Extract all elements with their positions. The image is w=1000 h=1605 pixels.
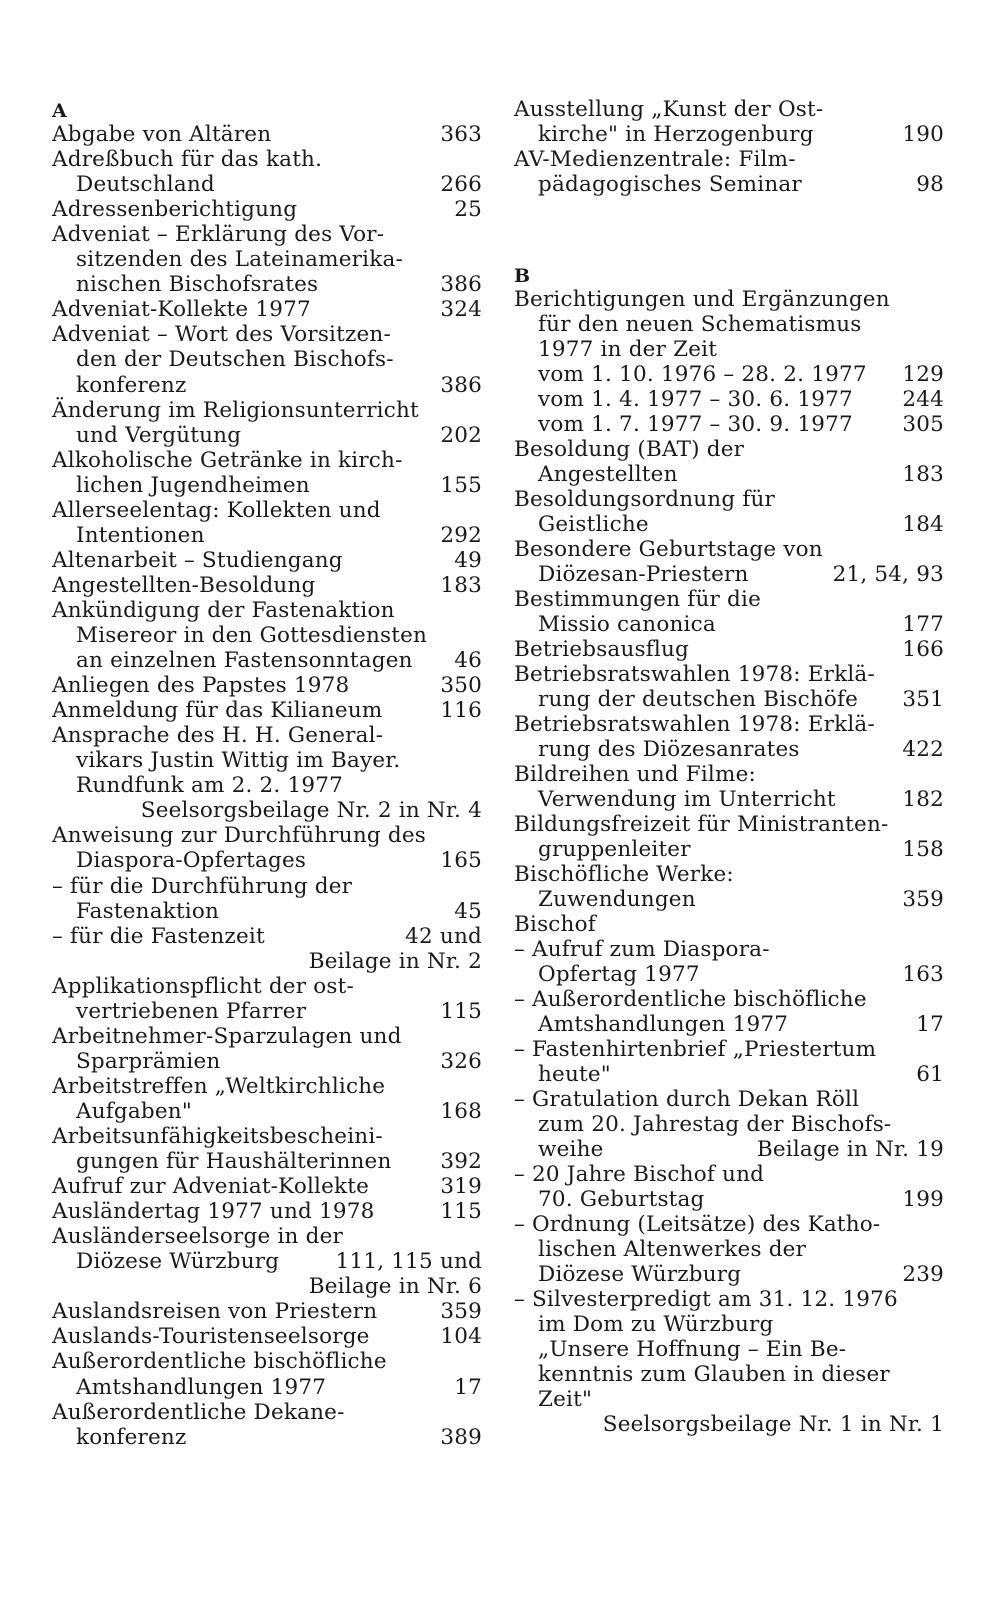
index-entry <box>52 1249 482 1275</box>
index-entry <box>514 387 944 413</box>
index-entry <box>514 1287 944 1313</box>
entry-text: weihe <box>538 1137 604 1162</box>
entry-text: Auslands-Touristenseelsorge <box>52 1324 370 1350</box>
entry-text: Diaspora-Opfertages <box>76 848 307 874</box>
entry-page-ref: 111, 115 und <box>335 1249 482 1275</box>
index-entry <box>52 1274 482 1300</box>
entry-page-ref: 359 <box>440 1299 482 1325</box>
index-entry <box>514 537 944 563</box>
index-entry <box>52 1149 482 1175</box>
entry-page-ref: 177 <box>902 612 944 637</box>
entry-page-ref: 190 <box>902 122 944 148</box>
index-entry <box>52 598 482 624</box>
index-entry <box>514 712 944 738</box>
entry-text: Ankündigung der Fastenaktion <box>52 597 395 623</box>
entry-text: nischen Bischofsrates <box>76 272 319 298</box>
entry-text: Angestellten-Besoldung <box>52 572 316 598</box>
entry-page-ref: 17 <box>916 1012 944 1037</box>
entry-text: Applikationspflicht der ost- <box>52 973 354 999</box>
entry-page-ref: 129 <box>902 362 944 387</box>
entry-text: – für die Durchführung der <box>52 873 353 899</box>
entry-page-ref: Seelsorgsbeilage Nr. 1 in Nr. 1 <box>602 1412 944 1437</box>
entry-text: Allerseelentag: Kollekten und <box>52 497 381 523</box>
entry-page-ref: 165 <box>440 848 482 874</box>
entry-page-ref: 266 <box>440 172 482 198</box>
index-entry <box>52 999 482 1025</box>
entry-text: Missio canonica <box>538 612 716 637</box>
entry-page-ref: 324 <box>440 297 482 323</box>
entry-text: Änderung im Religionsunterricht <box>52 397 419 423</box>
index-entry <box>52 1174 482 1200</box>
entry-page-ref: 244 <box>902 387 944 412</box>
entry-page-ref: 17 <box>454 1374 482 1400</box>
index-entry <box>514 862 944 888</box>
index-entry <box>514 1037 944 1063</box>
entry-text: lischen Altenwerkes der <box>538 1237 807 1262</box>
index-entry <box>52 373 482 399</box>
index-entry <box>52 222 482 248</box>
index-entry <box>514 337 944 363</box>
entry-page-ref: 115 <box>440 998 482 1024</box>
entry-text: Bildungsfreizeit für Ministranten- <box>514 812 889 837</box>
index-entry <box>514 787 944 813</box>
entry-text: Amtshandlungen 1977 <box>76 1374 327 1400</box>
entry-text: Besoldung (BAT) der <box>514 437 745 462</box>
entry-text: Betriebsausflug <box>514 637 689 662</box>
index-entry <box>514 1112 944 1138</box>
entry-page-ref: Beilage in Nr. 2 <box>308 948 482 974</box>
index-entry <box>52 1099 482 1125</box>
entry-text: kirche" in Herzogenburg <box>538 122 814 148</box>
index-entry <box>52 874 482 900</box>
entry-page-ref: 42 und <box>405 923 482 949</box>
entry-page-ref: 115 <box>440 1199 482 1225</box>
entry-text: Intentionen <box>76 522 205 548</box>
index-entry <box>514 1137 944 1163</box>
index-entry <box>52 322 482 348</box>
index-entry <box>52 398 482 424</box>
entry-page-ref: 158 <box>902 837 944 862</box>
index-entry <box>514 487 944 513</box>
index-entry <box>514 97 944 123</box>
entry-page-ref: Beilage in Nr. 6 <box>308 1274 482 1300</box>
entry-page-ref: 104 <box>440 1324 482 1350</box>
index-entry <box>514 762 944 788</box>
index-entry <box>52 848 482 874</box>
index-entry <box>514 1087 944 1113</box>
index-entry <box>514 362 944 388</box>
index-entry <box>52 1324 482 1350</box>
entry-text: Außerordentliche Dekane- <box>52 1399 345 1425</box>
entry-page-ref: 199 <box>902 1187 944 1212</box>
entry-text: Opfertag 1977 <box>538 962 700 987</box>
entry-page-ref: 61 <box>916 1062 944 1087</box>
index-entry <box>514 1237 944 1263</box>
index-entry <box>514 122 944 148</box>
entry-text: Ansprache des H. H. General- <box>52 723 384 749</box>
entry-page-ref: 305 <box>902 412 944 437</box>
entry-text: den der Deutschen Bischofs- <box>76 347 394 373</box>
index-entry <box>52 197 482 223</box>
index-entry <box>52 1224 482 1250</box>
entry-text: Arbeitnehmer-Sparzulagen und <box>52 1023 402 1049</box>
entry-page-ref: Seelsorgsbeilage Nr. 2 in Nr. 4 <box>140 798 482 824</box>
entry-text: Zeit" <box>538 1387 593 1412</box>
index-entry <box>52 147 482 173</box>
index-entry <box>514 1012 944 1038</box>
entry-text: – für die Fastenzeit <box>52 923 265 949</box>
entry-text: Besondere Geburtstage von <box>514 537 823 562</box>
entry-text: lichen Jugendheimen <box>76 472 310 498</box>
entry-text: Anmeldung für das Kilianeum <box>52 698 383 724</box>
index-entry <box>52 773 482 799</box>
index-entry <box>52 272 482 298</box>
index-entry <box>52 899 482 925</box>
index-entry <box>514 1412 944 1438</box>
entry-text: Abgabe von Altären <box>52 122 272 147</box>
entry-page-ref: 202 <box>440 422 482 448</box>
index-entry <box>514 1062 944 1088</box>
index-entry <box>514 1337 944 1363</box>
index-entry <box>52 1199 482 1225</box>
index-entry <box>52 648 482 674</box>
index-entry <box>52 723 482 749</box>
entry-text: vom 1. 7. 1977 – 30. 9. 1977 <box>538 412 853 437</box>
index-entry <box>514 1187 944 1213</box>
entry-text: vom 1. 10. 1976 – 28. 2. 1977 <box>538 362 867 387</box>
index-entry <box>52 673 482 699</box>
index-entry <box>514 1262 944 1288</box>
entry-text: Adveniat-Kollekte 1977 <box>52 297 311 323</box>
entry-text: „Unsere Hoffnung – Ein Be- <box>538 1337 847 1362</box>
entry-text: vom 1. 4. 1977 – 30. 6. 1977 <box>538 387 853 412</box>
entry-page-ref: 389 <box>440 1424 482 1450</box>
index-entry <box>514 887 944 913</box>
section-letter-b: B <box>514 265 531 287</box>
index-entry <box>514 737 944 763</box>
index-entry <box>52 347 482 373</box>
entry-text: Adveniat – Erklärung des Vor- <box>52 222 385 248</box>
entry-text: kenntnis zum Glauben in dieser <box>538 1362 890 1387</box>
index-entry <box>514 937 944 963</box>
index-entry <box>514 687 944 713</box>
index-entry <box>52 172 482 198</box>
entry-text: – Aufruf zum Diaspora- <box>514 937 770 962</box>
entry-page-ref: 163 <box>902 962 944 987</box>
index-entry <box>514 512 944 538</box>
entry-text: Besoldungsordnung für <box>514 487 776 512</box>
entry-text: 1977 in der Zeit <box>538 337 718 362</box>
entry-text: Berichtigungen und Ergänzungen <box>514 287 890 312</box>
entry-page-ref: 45 <box>454 898 482 924</box>
entry-page-ref: 386 <box>440 372 482 398</box>
index-entry <box>52 1400 482 1426</box>
entry-text: – Silvesterpredigt am 31. 12. 1976 <box>514 1287 898 1312</box>
entry-text: Arbeitsunfähigkeitsbescheini- <box>52 1124 383 1149</box>
entry-text: gruppenleiter <box>538 837 691 862</box>
entry-text: pädagogisches Seminar <box>538 172 802 198</box>
entry-text: Diözese Würzburg <box>76 1249 280 1275</box>
index-entry <box>52 423 482 449</box>
index-entry <box>514 912 944 938</box>
index-entry <box>514 1212 944 1238</box>
index-entry <box>514 287 944 313</box>
entry-page-ref: 386 <box>440 272 482 298</box>
entry-page-ref: 25 <box>454 197 482 223</box>
entry-text: an einzelnen Fastensonntagen <box>76 648 413 674</box>
entry-text: – 20 Jahre Bischof und <box>514 1162 765 1187</box>
index-entry <box>514 562 944 588</box>
entry-text: Aufruf zur Adveniat-Kollekte <box>52 1174 370 1200</box>
entry-page-ref: 183 <box>440 572 482 598</box>
entry-page-ref: 49 <box>454 547 482 573</box>
section-letter-a: A <box>52 100 67 122</box>
index-entry <box>52 122 482 148</box>
index-entry <box>514 462 944 488</box>
entry-text: Bischöfliche Werke: <box>514 862 734 887</box>
entry-text: Zuwendungen <box>538 887 696 912</box>
entry-text: im Dom zu Würzburg <box>538 1312 774 1337</box>
index-entry <box>52 698 482 724</box>
entry-page-ref: 392 <box>440 1149 482 1175</box>
entry-page-ref: 98 <box>916 172 944 198</box>
index-entry <box>52 247 482 273</box>
entry-page-ref: 46 <box>454 648 482 674</box>
entry-text: gungen für Haushälterinnen <box>76 1149 392 1175</box>
entry-text: rung des Diözesanrates <box>538 737 800 762</box>
entry-text: Adreßbuch für das kath. <box>52 147 323 173</box>
index-entry <box>52 473 482 499</box>
entry-text: Ausstellung „Kunst der Ost- <box>514 97 824 122</box>
entry-page-ref: 182 <box>902 787 944 812</box>
entry-text: Bestimmungen für die <box>514 587 761 612</box>
entry-page-ref: 155 <box>440 472 482 498</box>
index-entry <box>514 437 944 463</box>
index-entry <box>514 147 944 173</box>
entry-text: und Vergütung <box>76 422 242 448</box>
index-entry <box>52 1124 482 1150</box>
index-entry <box>52 523 482 549</box>
entry-text: Bischof <box>514 912 596 937</box>
entry-text: Angestellten <box>538 462 678 487</box>
index-entry <box>514 1362 944 1388</box>
entry-text: 70. Geburtstag <box>538 1187 705 1212</box>
entry-text: Arbeitstreffen „Weltkirchliche <box>52 1073 386 1099</box>
entry-text: – Gratulation durch Dekan Röll <box>514 1087 860 1112</box>
entry-text: Betriebsratswahlen 1978: Erklä- <box>514 662 875 687</box>
entry-page-ref: 319 <box>440 1174 482 1200</box>
index-entry <box>52 924 482 950</box>
index-entry <box>52 623 482 649</box>
index-entry <box>52 949 482 975</box>
entry-text: vertriebenen Pfarrer <box>76 998 307 1024</box>
entry-text: Altenarbeit – Studiengang <box>52 547 343 573</box>
entry-text: Adressenberichtigung <box>52 197 298 223</box>
entry-page-ref: 168 <box>440 1098 482 1124</box>
entry-text: konferenz <box>76 1424 187 1450</box>
index-entry <box>514 812 944 838</box>
entry-text: – Außerordentliche bischöfliche <box>514 987 867 1012</box>
index-entry <box>514 587 944 613</box>
entry-text: Außerordentliche bischöfliche <box>52 1349 387 1375</box>
index-entry <box>52 1299 482 1325</box>
index-entry <box>514 662 944 688</box>
entry-text: AV-Medienzentrale: Film- <box>514 147 796 173</box>
entry-text: – Fastenhirtenbrief „Priestertum <box>514 1037 877 1062</box>
index-entry <box>514 312 944 338</box>
entry-text: Betriebsratswahlen 1978: Erklä- <box>514 712 875 737</box>
entry-text: konferenz <box>76 372 187 398</box>
index-entry <box>514 987 944 1013</box>
entry-text: Verwendung im Unterricht <box>538 787 836 812</box>
entry-text: für den neuen Schematismus <box>538 312 862 337</box>
entry-page-ref: 116 <box>440 698 482 724</box>
index-entry <box>52 498 482 524</box>
index-entry <box>514 1312 944 1338</box>
index-entry <box>52 974 482 1000</box>
entry-text: vikars Justin Wittig im Bayer. <box>76 748 401 774</box>
entry-text: Rundfunk am 2. 2. 1977 <box>76 773 344 799</box>
index-entry <box>52 573 482 599</box>
index-entry <box>52 798 482 824</box>
index-entry <box>52 1049 482 1075</box>
entry-text: sitzenden des Lateinamerika- <box>76 247 403 273</box>
index-entry <box>514 637 944 663</box>
index-entry <box>514 172 944 198</box>
entry-page-ref: 183 <box>902 462 944 487</box>
entry-text: Geistliche <box>538 512 649 537</box>
index-entry <box>52 548 482 574</box>
entry-text: – Ordnung (Leitsätze) des Katho- <box>514 1212 881 1237</box>
entry-text: rung der deutschen Bischöfe <box>538 687 859 712</box>
entry-text: Sparprämien <box>76 1048 221 1074</box>
entry-text: heute" <box>538 1062 611 1087</box>
entry-text: Anweisung zur Durchführung des <box>52 823 426 849</box>
entry-page-ref: 326 <box>440 1048 482 1074</box>
entry-page-ref: 422 <box>902 737 944 762</box>
entry-page-ref: 359 <box>902 887 944 912</box>
index-entry <box>514 412 944 438</box>
index-entry <box>52 1024 482 1050</box>
entry-text: Amtshandlungen 1977 <box>538 1012 789 1037</box>
entry-text: Alkoholische Getränke in kirch- <box>52 447 403 473</box>
entry-text: Ausländerseelsorge in der <box>52 1224 343 1250</box>
index-entry <box>514 962 944 988</box>
entry-page-ref: 292 <box>440 522 482 548</box>
entry-page-ref: 184 <box>902 512 944 537</box>
entry-text: Ausländertag 1977 und 1978 <box>52 1199 375 1225</box>
index-entry <box>52 748 482 774</box>
entry-text: Auslandsreisen von Priestern <box>52 1299 378 1325</box>
entry-text: Misereor in den Gottesdiensten <box>76 623 428 648</box>
index-entry <box>514 1387 944 1413</box>
index-entry <box>52 823 482 849</box>
entry-page-ref: Beilage in Nr. 19 <box>756 1137 944 1162</box>
index-entry <box>52 1425 482 1451</box>
entry-page-ref: 21, 54, 93 <box>832 562 944 587</box>
index-entry <box>52 1375 482 1401</box>
entry-text: Diözese Würzburg <box>538 1262 742 1287</box>
entry-page-ref: 350 <box>440 673 482 699</box>
index-entry <box>52 1349 482 1375</box>
entry-text: Adveniat – Wort des Vorsitzen- <box>52 322 391 348</box>
index-entry <box>52 297 482 323</box>
index-entry <box>514 612 944 638</box>
index-entry <box>52 1074 482 1100</box>
entry-page-ref: 166 <box>902 637 944 662</box>
entry-text: Deutschland <box>76 172 215 198</box>
entry-text: Anliegen des Papstes 1978 <box>52 673 350 699</box>
entry-text: Aufgaben" <box>76 1098 192 1124</box>
entry-text: zum 20. Jahrestag der Bischofs- <box>538 1112 892 1137</box>
entry-page-ref: 363 <box>440 122 482 147</box>
entry-text: Diözesan-Priestern <box>538 562 749 587</box>
entry-text: Bildreihen und Filme: <box>514 762 756 787</box>
entry-page-ref: 239 <box>902 1262 944 1287</box>
index-entry <box>514 837 944 863</box>
entry-text: Fastenaktion <box>76 898 220 924</box>
entry-page-ref: 351 <box>902 687 944 712</box>
index-entry <box>52 448 482 474</box>
index-entry <box>514 1162 944 1188</box>
